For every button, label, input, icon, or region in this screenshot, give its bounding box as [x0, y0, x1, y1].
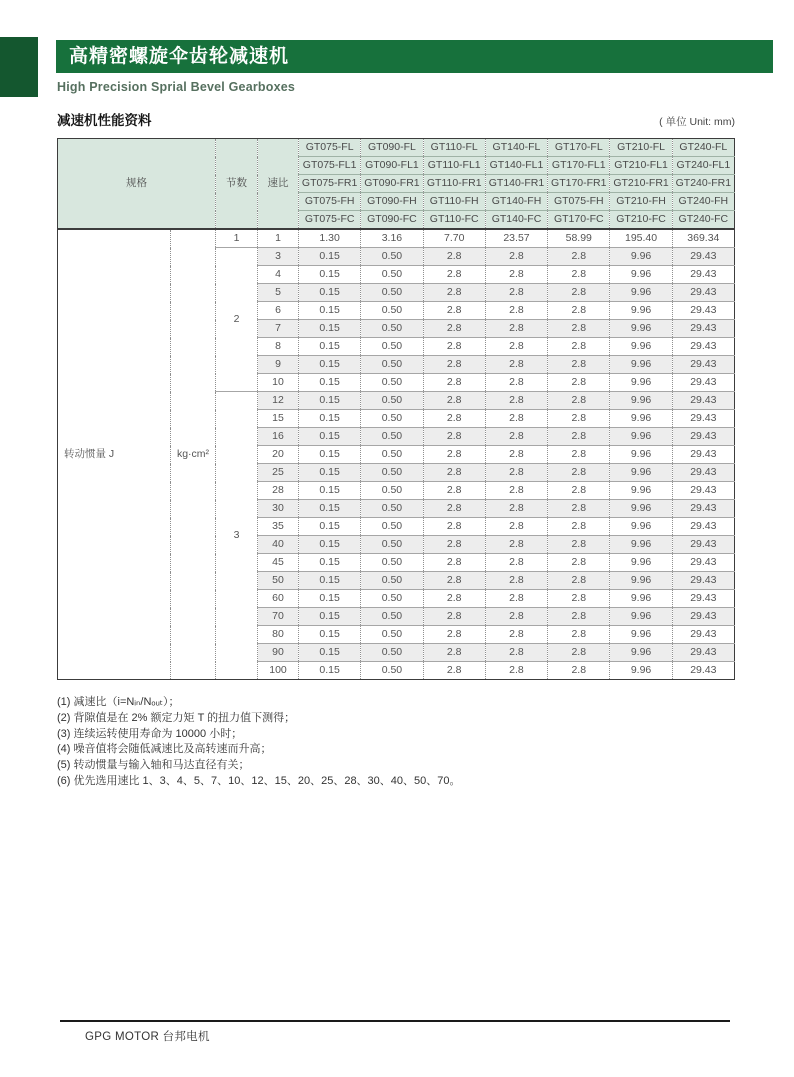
footnote-4: (4) 噪音值将会随低减速比及高转速而升高；	[57, 743, 272, 756]
value-cell: 2.8	[548, 428, 610, 446]
value-cell: 2.8	[423, 608, 485, 626]
model-cell: GT090-FC	[361, 211, 423, 230]
value-cell: 29.43	[672, 410, 734, 428]
footnote-2: (2) 背隙值是在 2% 额定力矩 T 的扭力值下测得；	[57, 711, 296, 724]
page-banner	[56, 40, 773, 73]
value-cell: 0.50	[361, 572, 423, 590]
value-cell: 0.50	[361, 266, 423, 284]
value-cell: 29.43	[672, 572, 734, 590]
value-cell: 2.8	[485, 518, 547, 536]
value-cell: 2.8	[548, 266, 610, 284]
value-cell: 9.96	[610, 464, 672, 482]
model-cell: GT075-FL1	[299, 157, 361, 175]
value-cell: 2.8	[485, 284, 547, 302]
model-cell: GT090-FH	[361, 193, 423, 211]
side-accent-block	[0, 37, 38, 97]
value-cell: 2.8	[423, 662, 485, 680]
value-cell: 2.8	[485, 320, 547, 338]
value-cell: 2.8	[548, 500, 610, 518]
value-cell: 2.8	[548, 554, 610, 572]
value-cell: 2.8	[423, 320, 485, 338]
value-cell: 0.15	[299, 464, 361, 482]
value-cell: 0.50	[361, 500, 423, 518]
spec-unit-cell: kg·cm²	[171, 229, 216, 680]
ratio-cell: 20	[258, 446, 299, 464]
ratio-cell: 40	[258, 536, 299, 554]
value-cell: 9.96	[610, 644, 672, 662]
ratio-cell: 9	[258, 356, 299, 374]
value-cell: 2.8	[423, 554, 485, 572]
value-cell: 0.50	[361, 626, 423, 644]
value-cell: 2.8	[423, 482, 485, 500]
model-cell: GT210-FC	[610, 211, 672, 230]
value-cell: 0.50	[361, 644, 423, 662]
ratio-cell: 8	[258, 338, 299, 356]
page-title: 高精密螺旋伞齿轮减速机	[69, 46, 290, 67]
section-title: 减速机性能资料	[57, 113, 152, 128]
value-cell: 0.50	[361, 284, 423, 302]
model-cell: GT110-FH	[423, 193, 485, 211]
value-cell: 2.8	[485, 392, 547, 410]
value-cell: 2.8	[485, 482, 547, 500]
value-cell: 9.96	[610, 392, 672, 410]
value-cell: 9.96	[610, 374, 672, 392]
ratio-cell: 90	[258, 644, 299, 662]
value-cell: 2.8	[548, 536, 610, 554]
value-cell: 2.8	[548, 590, 610, 608]
value-cell: 2.8	[548, 518, 610, 536]
value-cell: 2.8	[485, 608, 547, 626]
value-cell: 2.8	[485, 446, 547, 464]
model-cell: GT170-FL	[548, 139, 610, 157]
value-cell: 29.43	[672, 446, 734, 464]
value-cell: 2.8	[423, 464, 485, 482]
value-cell: 29.43	[672, 536, 734, 554]
value-cell: 29.43	[672, 626, 734, 644]
value-cell: 0.15	[299, 410, 361, 428]
model-cell: GT090-FL	[361, 139, 423, 157]
value-cell: 29.43	[672, 302, 734, 320]
model-cell: GT170-FR1	[548, 175, 610, 193]
value-cell: 0.15	[299, 572, 361, 590]
value-cell: 2.8	[548, 482, 610, 500]
value-cell: 29.43	[672, 320, 734, 338]
value-cell: 2.8	[548, 446, 610, 464]
value-cell: 2.8	[485, 266, 547, 284]
value-cell: 29.43	[672, 392, 734, 410]
footnotes	[57, 695, 461, 790]
value-cell: 2.8	[485, 572, 547, 590]
ratio-cell: 10	[258, 374, 299, 392]
value-cell: 2.8	[485, 428, 547, 446]
value-cell: 2.8	[423, 338, 485, 356]
value-cell: 2.8	[423, 572, 485, 590]
value-cell: 2.8	[423, 536, 485, 554]
performance-table-wrap	[57, 138, 735, 680]
value-cell: 0.15	[299, 518, 361, 536]
ratio-cell: 7	[258, 320, 299, 338]
ratio-cell: 70	[258, 608, 299, 626]
value-cell: 0.15	[299, 374, 361, 392]
ratio-cell: 25	[258, 464, 299, 482]
performance-table	[57, 138, 735, 680]
value-cell: 0.50	[361, 320, 423, 338]
value-cell: 2.8	[548, 644, 610, 662]
value-cell: 29.43	[672, 266, 734, 284]
value-cell: 29.43	[672, 518, 734, 536]
value-cell: 2.8	[423, 500, 485, 518]
value-cell: 29.43	[672, 500, 734, 518]
section-header	[57, 109, 735, 129]
value-cell: 9.96	[610, 302, 672, 320]
value-cell: 0.15	[299, 284, 361, 302]
model-cell: GT140-FR1	[485, 175, 547, 193]
model-cell: GT075-FH	[299, 193, 361, 211]
value-cell: 58.99	[548, 229, 610, 248]
value-cell: 0.15	[299, 554, 361, 572]
spec-header: 规格	[58, 139, 216, 230]
model-cell: GT210-FL	[610, 139, 672, 157]
value-cell: 2.8	[485, 356, 547, 374]
value-cell: 0.50	[361, 554, 423, 572]
value-cell: 2.8	[423, 284, 485, 302]
value-cell: 0.15	[299, 248, 361, 266]
value-cell: 2.8	[485, 644, 547, 662]
value-cell: 0.50	[361, 608, 423, 626]
value-cell: 29.43	[672, 248, 734, 266]
value-cell: 2.8	[423, 374, 485, 392]
ratio-cell: 30	[258, 500, 299, 518]
value-cell: 0.50	[361, 446, 423, 464]
value-cell: 2.8	[423, 518, 485, 536]
value-cell: 2.8	[548, 248, 610, 266]
value-cell: 9.96	[610, 626, 672, 644]
footnote-6: (6) 优先选用速比 1、3、4、5、7、10、12、15、20、25、28、30、40、50、70。	[57, 774, 461, 787]
value-cell: 2.8	[485, 536, 547, 554]
ratio-cell: 35	[258, 518, 299, 536]
value-cell: 2.8	[548, 284, 610, 302]
value-cell: 2.8	[423, 266, 485, 284]
model-cell: GT090-FR1	[361, 175, 423, 193]
ratio-cell: 15	[258, 410, 299, 428]
table-row	[58, 229, 735, 248]
value-cell: 0.15	[299, 356, 361, 374]
model-cell: GT075-FL	[299, 139, 361, 157]
value-cell: 195.40	[610, 229, 672, 248]
model-cell: GT075-FC	[299, 211, 361, 230]
value-cell: 2.8	[485, 500, 547, 518]
value-cell: 9.96	[610, 536, 672, 554]
value-cell: 2.8	[548, 410, 610, 428]
ratio-cell: 45	[258, 554, 299, 572]
value-cell: 0.15	[299, 626, 361, 644]
value-cell: 2.8	[548, 626, 610, 644]
model-cell: GT210-FL1	[610, 157, 672, 175]
value-cell: 0.15	[299, 338, 361, 356]
value-cell: 29.43	[672, 482, 734, 500]
value-cell: 2.8	[423, 302, 485, 320]
value-cell: 2.8	[485, 590, 547, 608]
value-cell: 29.43	[672, 644, 734, 662]
model-cell: GT240-FL	[672, 139, 734, 157]
sections-cell: 3	[216, 392, 258, 680]
value-cell: 2.8	[423, 626, 485, 644]
value-cell: 29.43	[672, 662, 734, 680]
value-cell: 2.8	[423, 590, 485, 608]
ratio-cell: 28	[258, 482, 299, 500]
model-cell: GT140-FH	[485, 193, 547, 211]
value-cell: 0.15	[299, 482, 361, 500]
model-cell: GT075-FH	[548, 193, 610, 211]
value-cell: 9.96	[610, 338, 672, 356]
value-cell: 0.15	[299, 428, 361, 446]
value-cell: 9.96	[610, 518, 672, 536]
model-cell: GT210-FR1	[610, 175, 672, 193]
ratio-cell: 4	[258, 266, 299, 284]
value-cell: 3.16	[361, 229, 423, 248]
value-cell: 2.8	[548, 356, 610, 374]
ratio-header: 速比	[258, 139, 299, 230]
value-cell: 2.8	[548, 338, 610, 356]
value-cell: 0.50	[361, 536, 423, 554]
model-cell: GT140-FL	[485, 139, 547, 157]
value-cell: 2.8	[548, 572, 610, 590]
value-cell: 0.50	[361, 248, 423, 266]
ratio-cell: 50	[258, 572, 299, 590]
value-cell: 0.50	[361, 302, 423, 320]
value-cell: 369.34	[672, 229, 734, 248]
value-cell: 2.8	[485, 464, 547, 482]
value-cell: 29.43	[672, 284, 734, 302]
value-cell: 9.96	[610, 446, 672, 464]
model-cell: GT240-FH	[672, 193, 734, 211]
value-cell: 0.15	[299, 302, 361, 320]
value-cell: 0.15	[299, 662, 361, 680]
value-cell: 9.96	[610, 356, 672, 374]
value-cell: 9.96	[610, 266, 672, 284]
value-cell: 0.50	[361, 356, 423, 374]
unit-note: ( 单位 Unit: mm)	[659, 116, 735, 128]
value-cell: 0.15	[299, 644, 361, 662]
value-cell: 0.50	[361, 590, 423, 608]
ratio-cell: 80	[258, 626, 299, 644]
value-cell: 2.8	[485, 626, 547, 644]
ratio-cell: 12	[258, 392, 299, 410]
model-cell: GT110-FL	[423, 139, 485, 157]
value-cell: 2.8	[423, 392, 485, 410]
value-cell: 2.8	[485, 554, 547, 572]
value-cell: 0.50	[361, 410, 423, 428]
value-cell: 0.15	[299, 446, 361, 464]
value-cell: 9.96	[610, 428, 672, 446]
value-cell: 2.8	[423, 644, 485, 662]
value-cell: 9.96	[610, 500, 672, 518]
footnote-3: (3) 连续运转使用寿命为 10000 小时；	[57, 727, 243, 740]
page-subtitle: High Precision Sprial Bevel Gearboxes	[57, 80, 296, 94]
value-cell: 2.8	[485, 374, 547, 392]
value-cell: 2.8	[485, 410, 547, 428]
model-cell: GT075-FR1	[299, 175, 361, 193]
value-cell: 2.8	[423, 356, 485, 374]
value-cell: 2.8	[423, 410, 485, 428]
value-cell: 2.8	[548, 392, 610, 410]
value-cell: 9.96	[610, 554, 672, 572]
footer-divider	[60, 1020, 730, 1022]
value-cell: 29.43	[672, 428, 734, 446]
value-cell: 0.15	[299, 536, 361, 554]
value-cell: 2.8	[548, 320, 610, 338]
value-cell: 2.8	[548, 464, 610, 482]
value-cell: 0.50	[361, 338, 423, 356]
model-cell: GT090-FL1	[361, 157, 423, 175]
value-cell: 2.8	[423, 428, 485, 446]
value-cell: 7.70	[423, 229, 485, 248]
ratio-cell: 16	[258, 428, 299, 446]
value-cell: 0.50	[361, 464, 423, 482]
model-cell: GT140-FL1	[485, 157, 547, 175]
value-cell: 9.96	[610, 248, 672, 266]
sections-cell: 1	[216, 229, 258, 248]
model-cell: GT170-FC	[548, 211, 610, 230]
model-cell: GT170-FL1	[548, 157, 610, 175]
value-cell: 29.43	[672, 608, 734, 626]
value-cell: 0.15	[299, 608, 361, 626]
value-cell: 9.96	[610, 284, 672, 302]
value-cell: 9.96	[610, 572, 672, 590]
value-cell: 2.8	[485, 338, 547, 356]
value-cell: 29.43	[672, 554, 734, 572]
value-cell: 9.96	[610, 608, 672, 626]
spec-label-cell: 转动惯量 J	[58, 229, 171, 680]
model-cell: GT240-FL1	[672, 157, 734, 175]
ratio-cell: 100	[258, 662, 299, 680]
footnote-5: (5) 转动惯量与输入轴和马达直径有关；	[57, 759, 250, 772]
value-cell: 9.96	[610, 410, 672, 428]
value-cell: 29.43	[672, 590, 734, 608]
value-cell: 9.96	[610, 320, 672, 338]
value-cell: 9.96	[610, 662, 672, 680]
model-cell: GT240-FC	[672, 211, 734, 230]
value-cell: 2.8	[423, 446, 485, 464]
sections-cell: 2	[216, 248, 258, 392]
value-cell: 0.50	[361, 392, 423, 410]
ratio-cell: 5	[258, 284, 299, 302]
value-cell: 0.50	[361, 518, 423, 536]
model-cell: GT240-FR1	[672, 175, 734, 193]
value-cell: 2.8	[548, 608, 610, 626]
value-cell: 0.15	[299, 590, 361, 608]
value-cell: 29.43	[672, 356, 734, 374]
ratio-cell: 3	[258, 248, 299, 266]
value-cell: 9.96	[610, 590, 672, 608]
value-cell: 0.50	[361, 482, 423, 500]
value-cell: 2.8	[485, 302, 547, 320]
sections-header: 节数	[216, 139, 258, 230]
value-cell: 0.15	[299, 266, 361, 284]
value-cell: 29.43	[672, 338, 734, 356]
value-cell: 2.8	[548, 662, 610, 680]
value-cell: 2.8	[548, 374, 610, 392]
model-cell: GT110-FR1	[423, 175, 485, 193]
value-cell: 23.57	[485, 229, 547, 248]
ratio-cell: 6	[258, 302, 299, 320]
value-cell: 2.8	[485, 248, 547, 266]
value-cell: 0.50	[361, 374, 423, 392]
value-cell: 9.96	[610, 482, 672, 500]
value-cell: 2.8	[548, 302, 610, 320]
value-cell: 1.30	[299, 229, 361, 248]
value-cell: 29.43	[672, 374, 734, 392]
value-cell: 29.43	[672, 464, 734, 482]
ratio-cell: 1	[258, 229, 299, 248]
value-cell: 2.8	[485, 662, 547, 680]
model-cell: GT110-FL1	[423, 157, 485, 175]
model-cell: GT140-FC	[485, 211, 547, 230]
footer-brand: GPG MOTOR 台邦电机	[85, 1031, 210, 1043]
value-cell: 0.15	[299, 500, 361, 518]
value-cell: 0.50	[361, 662, 423, 680]
footnote-1: (1) 减速比（i=Nᵢₙ/Nₒᵤₜ）；	[57, 696, 180, 708]
model-cell: GT110-FC	[423, 211, 485, 230]
ratio-cell: 60	[258, 590, 299, 608]
value-cell: 0.15	[299, 392, 361, 410]
model-cell: GT210-FH	[610, 193, 672, 211]
value-cell: 0.15	[299, 320, 361, 338]
value-cell: 2.8	[423, 248, 485, 266]
value-cell: 0.50	[361, 428, 423, 446]
